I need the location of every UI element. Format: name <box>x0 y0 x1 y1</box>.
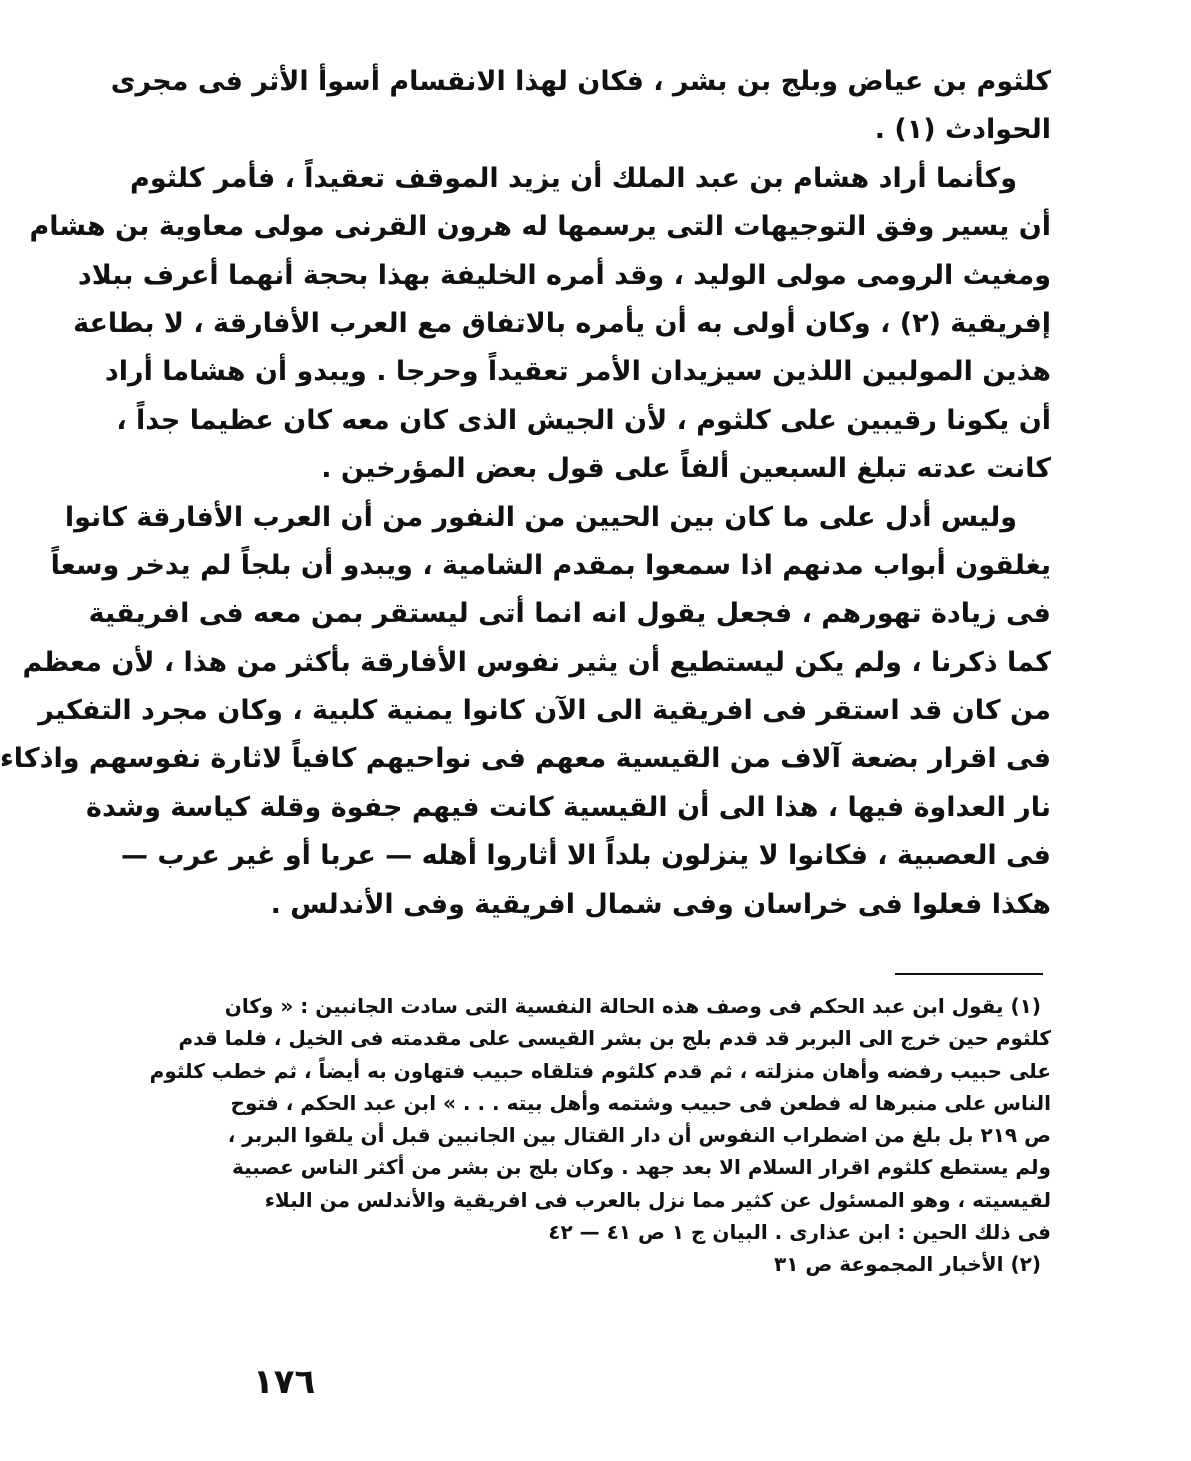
footnote-line: لقيسيته ، وهو المسئول عن كثير مما نزل بالعرب فى افريقية والأندلس من البلاء <box>264 1187 1051 1212</box>
footnote-line: كلثوم حين خرج الى البربر قد قدم بلج بن بشر القيسى على مقدمته فى الخيل ، فلما قدم <box>178 1026 1051 1051</box>
text-line: كانت عدته تبلغ السبعين ألفاً على قول بعض المؤرخين . <box>321 453 1051 485</box>
text-line: وكأنما أراد هشام بن عبد الملك أن يزيد الموقف تعقيداً ، فأمر كلثوم <box>130 162 1017 194</box>
footnote-separator <box>895 973 1043 975</box>
text-line: إفريقية (٢) ، وكان أولى به أن يأمره بالاتفاق مع العرب الأفارقة ، لا بطاعة <box>73 307 1051 339</box>
text-line: من كان قد استقر فى افريقية الى الآن كانوا يمنية كلبية ، وكان مجرد التفكير <box>38 695 1051 727</box>
text-line: وليس أدل على ما كان بين الحيين من النفور من أن العرب الأفارقة كانوا <box>64 501 1017 533</box>
main-text <box>0 58 1051 929</box>
text-line: ومغيث الرومى مولى الوليد ، وقد أمره الخليفة بهذا بحجة أنهما أعرف ببلاد <box>77 259 1051 291</box>
footnote-line: فى ذلك الحين : ابن عذارى . البيان ج ١ ص ٤١ — ٤٢ <box>548 1220 1051 1245</box>
footnotes <box>149 990 1051 1281</box>
footnote-line: (١) يقول ابن عبد الحكم فى وصف هذه الحالة النفسية التى سادت الجانبين : « وكان <box>224 994 1041 1018</box>
text-line: هذين المولبين اللذين سيزيدان الأمر تعقيداً وحرجا . ويبدو أن هشاما أراد <box>104 356 1051 388</box>
text-line: أن يسير وفق التوجيهات التى يرسمها له هرون القرنى مولى معاوية بن هشام <box>29 211 1051 243</box>
footnote-line: الناس على منبرها له فطعن فى حبيب وشتمه وأهل بيته . . . » ابن عبد الحكم ، فتوح <box>230 1090 1051 1115</box>
text-line: فى اقرار بضعة آلاف من القيسية معهم فى نواحيهم كافياً لاثارة نفوسهم واذكاء <box>0 743 1051 775</box>
page-number: ١٧٦ <box>253 1362 316 1402</box>
text-line: نار العداوة فيها ، هذا الى أن القيسية كانت فيهم جفوة وقلة كياسة وشدة <box>86 791 1051 823</box>
text-line: فى العصبية ، فكانوا لا ينزلون بلداً الا أثاروا أهله — عربا أو غير عرب — <box>121 840 1051 872</box>
text-line: هكذا فعلوا فى خراسان وفى شمال افريقية وفى الأندلس . <box>270 888 1051 920</box>
footnote-line: (٢) الأخبار المجموعة ص ٣١ <box>774 1252 1041 1277</box>
text-line: كلثوم بن عياض وبلج بن بشر ، فكان لهذا الانقسام أسوأ الأثر فى مجرى <box>110 66 1051 97</box>
text-line: يغلقون أبواب مدنهم اذا سمعوا بمقدم الشامية ، ويبدو أن بلجاً لم يدخر وسعاً <box>50 549 1051 581</box>
footnote-line: ص ٢١٩ بل بلغ من اضطراب النفوس أن دار القتال بين الجانبين قبل أن يلقوا البربر ، <box>227 1123 1051 1148</box>
footnote-line: ولم يستطع كلثوم اقرار السلام الا بعد جهد . وكان بلج بن بشر من أكثر الناس عصبية <box>231 1155 1051 1180</box>
text-line: فى زيادة تهورهم ، فجعل يقول انه انما أتى ليستقر بمن معه فى افريقية <box>88 598 1051 630</box>
text-line: الحوادث (١) . <box>874 114 1051 146</box>
footnote-line: على حبيب رفضه وأهان منزلته ، ثم قدم كلثوم فتلقاه حبيب فتهاون به أيضاً ، ثم خطب كلثوم <box>149 1058 1051 1083</box>
text-line: أن يكونا رقيبين على كلثوم ، لأن الجيش الذى كان معه كان عظيما جداً ، <box>116 404 1051 436</box>
text-line: كما ذكرنا ، ولم يكن ليستطيع أن يثير نفوس الأفارقة بأكثر من هذا ، لأن معظم <box>22 646 1051 678</box>
